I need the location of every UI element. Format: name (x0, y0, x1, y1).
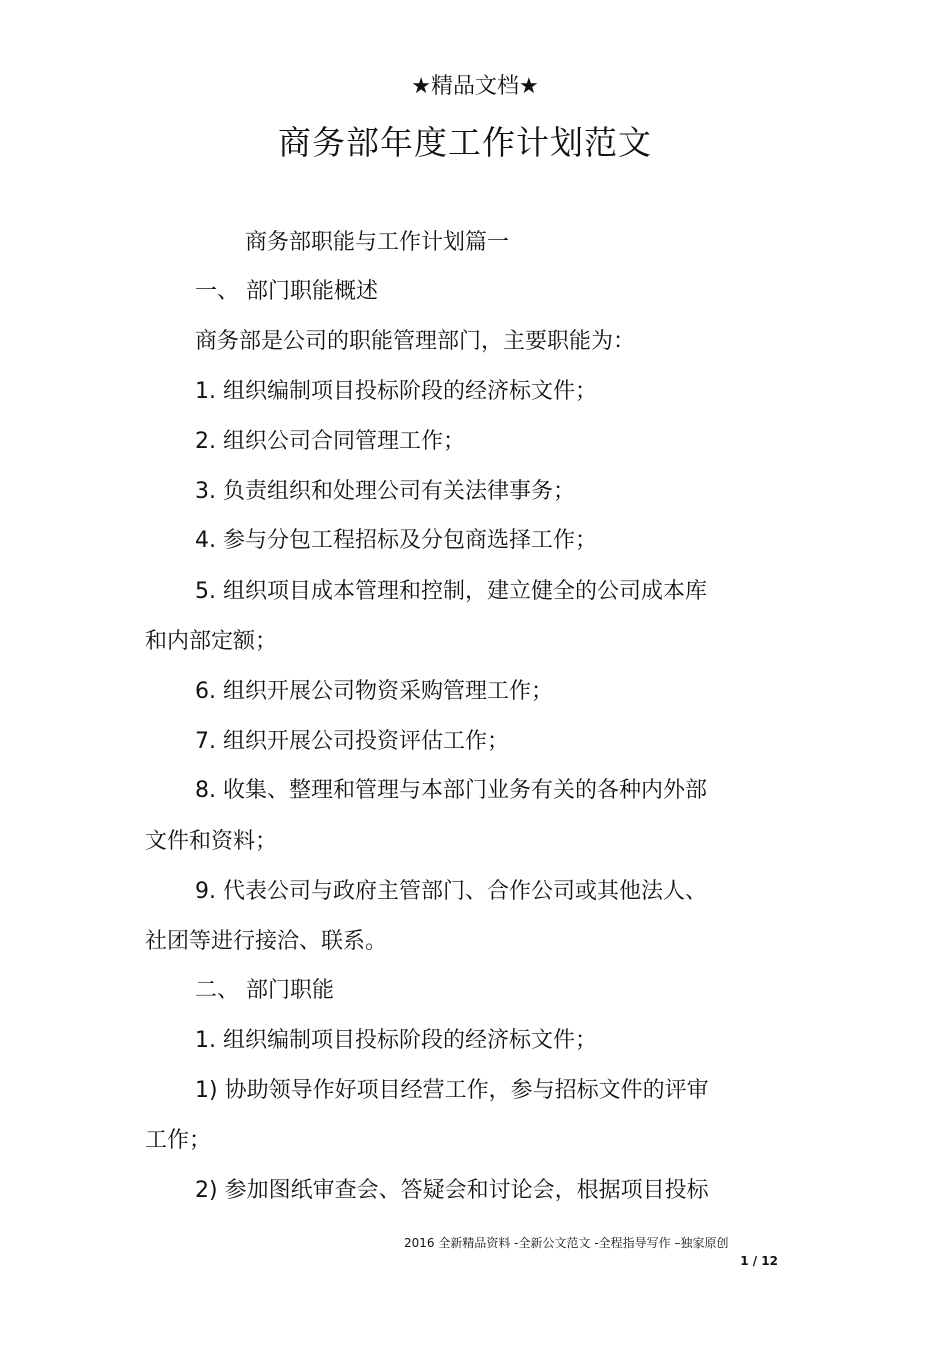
list-item: 3. 负责组织和处理公司有关法律事务； (195, 479, 575, 504)
paragraph-line: 商务部是公司的职能管理部门，主要职能为： (195, 329, 636, 354)
sub-list-item: 2) 参加图纸审查会、答疑会和讨论会，根据项目投标 (195, 1178, 709, 1203)
page-number: 1 / 12 (740, 1254, 778, 1268)
sub-list-item: 1) 协助领导作好项目经营工作，参与招标文件的评审 (195, 1078, 709, 1103)
list-item: 4. 参与分包工程招标及分包商选择工作； (195, 528, 597, 553)
document-title: 商务部年度工作计划范文 (278, 123, 652, 162)
list-item-continuation: 文件和资料； (145, 829, 278, 854)
list-item: 8. 收集、整理和管理与本部门业务有关的各种内外部 (195, 778, 707, 803)
footer-text: 2016 全新精品资料 -全新公文范文 -全程指导写作 –独家原创 (404, 1236, 729, 1250)
header-badge: ★精品文档★ (411, 74, 539, 99)
section-heading: 二、 部门职能 (195, 978, 334, 1003)
section-subtitle: 商务部职能与工作计划篇一 (245, 230, 510, 255)
list-item: 6. 组织开展公司物资采购管理工作； (195, 679, 553, 704)
list-item: 5. 组织项目成本管理和控制，建立健全的公司成本库 (195, 579, 707, 604)
list-item-continuation: 社团等进行接洽、联系。 (145, 929, 388, 954)
list-item: 7. 组织开展公司投资评估工作； (195, 729, 509, 754)
list-item: 9. 代表公司与政府主管部门、合作公司或其他法人、 (195, 879, 707, 904)
list-item: 1. 组织编制项目投标阶段的经济标文件； (195, 1028, 597, 1053)
list-item-continuation: 和内部定额； (145, 629, 278, 654)
list-item: 1. 组织编制项目投标阶段的经济标文件； (195, 379, 597, 404)
list-item: 2. 组织公司合同管理工作； (195, 429, 465, 454)
section-heading: 一、 部门职能概述 (195, 279, 378, 304)
sub-list-item-continuation: 工作； (145, 1128, 212, 1153)
